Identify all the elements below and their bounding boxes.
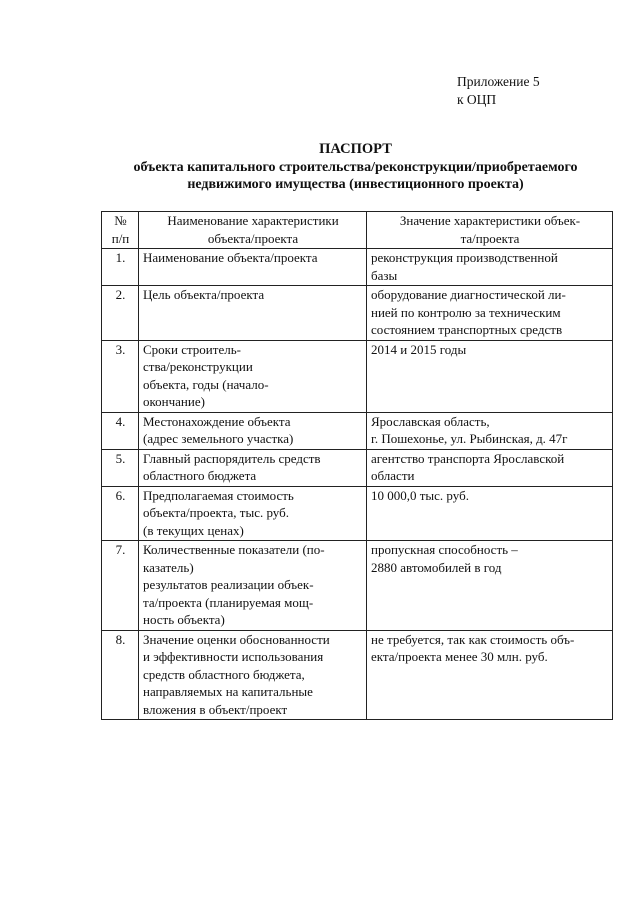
cell-line: (адрес земельного участка) [143, 431, 294, 446]
cell-line: 2880 автомобилей в год [371, 559, 502, 575]
characteristic-name [139, 449, 367, 486]
characteristic-value [367, 486, 613, 541]
appendix-note [457, 73, 540, 109]
header-line: Значение характеристики объек- [399, 213, 581, 228]
row-number: 5. [102, 449, 139, 486]
cell-line: Главный распорядитель средств [143, 450, 321, 466]
cell-line: Цель объекта/проекта [143, 287, 265, 302]
row-number: 1. [102, 249, 139, 286]
header-line: № [114, 213, 127, 228]
row-number: 8. [102, 630, 139, 720]
table-row [102, 630, 613, 720]
row-number: 7. [102, 541, 139, 631]
cell-line: результатов реализации объек- [143, 577, 314, 592]
cell-line: объекта, годы (начало- [143, 376, 269, 392]
cell-line: области [371, 468, 415, 483]
characteristic-value [367, 449, 613, 486]
table-row [102, 541, 613, 631]
row-number: 4. [102, 412, 139, 449]
cell-line: Наименование объекта/проекта [143, 250, 318, 265]
characteristic-name [139, 486, 367, 541]
title-main: ПАСПОРТ [319, 141, 392, 157]
cell-line: областного бюджета [143, 468, 257, 483]
cell-line: ность объекта) [143, 612, 225, 627]
characteristic-value [367, 541, 613, 631]
characteristic-name [139, 286, 367, 341]
cell-line: Местонахождение объекта [143, 413, 291, 429]
table-row [102, 286, 613, 341]
header-num [102, 212, 139, 249]
cell-line: та/проекта (планируемая мощ- [143, 594, 314, 610]
cell-line: оборудование диагностической ли- [371, 287, 566, 302]
table-row [102, 449, 613, 486]
cell-line: (в текущих ценах) [143, 522, 244, 538]
title-subtitle-line: недвижимого имущества (инвестиционного проекта) [187, 177, 524, 192]
cell-line: Ярославская область, [371, 413, 490, 429]
cell-line: не требуется, так как стоимость объ- [371, 631, 575, 647]
cell-line: 10 000,0 тыс. руб. [371, 487, 469, 503]
characteristic-name [139, 412, 367, 449]
header-value [367, 212, 613, 249]
characteristic-name [139, 249, 367, 286]
cell-line: екта/проекта менее 30 млн. руб. [371, 649, 548, 664]
cell-line: 2014 и 2015 годы [371, 341, 467, 357]
document-title [100, 141, 611, 194]
appendix-line: к ОЦП [457, 92, 497, 107]
row-number: 6. [102, 486, 139, 541]
cell-line: Количественные показатели (по- [143, 542, 325, 557]
table-row [102, 340, 613, 412]
appendix-line: Приложение 5 [457, 74, 540, 89]
header-name [139, 212, 367, 249]
table-row [102, 412, 613, 449]
characteristic-name [139, 630, 367, 720]
passport-table [101, 211, 613, 720]
cell-line: окончание) [143, 394, 205, 409]
cell-line: и эффективности использования [143, 649, 324, 664]
row-number: 3. [102, 340, 139, 412]
characteristic-value [367, 249, 613, 286]
title-subtitle-line: объекта капитального строительства/реконструкции/приобретаемого [133, 159, 578, 175]
characteristic-value [367, 340, 613, 412]
table-row [102, 486, 613, 541]
cell-line: базы [371, 267, 398, 283]
cell-line: вложения в объект/проект [143, 701, 288, 717]
characteristic-value [367, 630, 613, 720]
cell-line: пропускная способность – [371, 542, 518, 557]
cell-line: направляемых на капитальные [143, 684, 313, 699]
header-line: та/проекта [460, 230, 520, 246]
cell-line: г. Пошехонье, ул. Рыбинская, д. 47г [371, 431, 568, 446]
cell-line: Предполагаемая стоимость [143, 487, 294, 503]
characteristic-value [367, 286, 613, 341]
cell-line: Сроки строитель- [143, 341, 241, 357]
cell-line: Значение оценки обоснованности [143, 631, 330, 647]
cell-line: средств областного бюджета, [143, 666, 305, 682]
header-line: п/п [111, 230, 130, 246]
characteristic-value [367, 412, 613, 449]
cell-line: состоянием транспортных средств [371, 322, 563, 337]
table-row [102, 249, 613, 286]
header-line: Наименование характеристики [167, 213, 339, 228]
cell-line: агентство транспорта Ярославской [371, 450, 565, 466]
cell-line: казатель) [143, 559, 194, 575]
cell-line: ства/реконструкции [143, 359, 253, 374]
cell-line: реконструкция производственной [371, 250, 558, 265]
characteristic-name [139, 541, 367, 631]
table-header-row [102, 212, 613, 249]
characteristic-name [139, 340, 367, 412]
header-line: объекта/проекта [207, 230, 299, 246]
row-number: 2. [102, 286, 139, 341]
cell-line: объекта/проекта, тыс. руб. [143, 505, 289, 520]
cell-line: нией по контролю за техническим [371, 304, 561, 320]
